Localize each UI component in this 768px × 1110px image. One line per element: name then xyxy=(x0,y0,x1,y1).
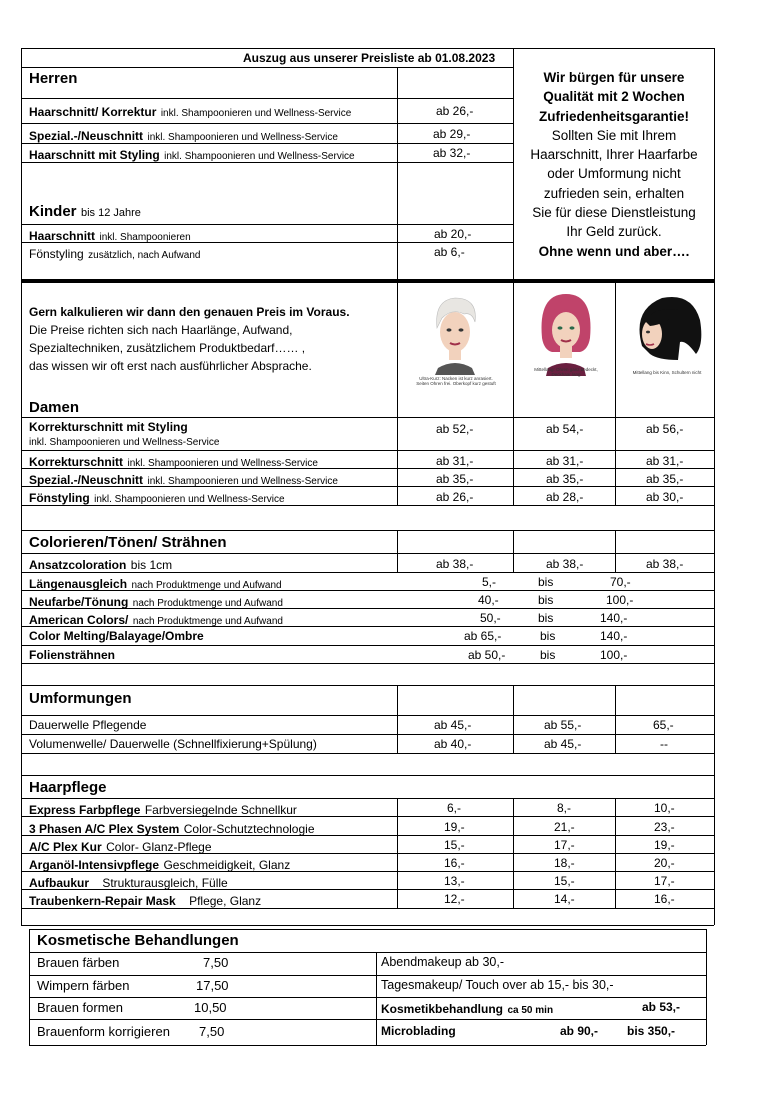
color-price-to: 100,- xyxy=(600,648,628,662)
damen-price-long: ab 56,- xyxy=(646,422,684,436)
color-price-from: ab 65,- xyxy=(464,629,502,643)
haarpflege-price-short: 16,- xyxy=(444,856,465,870)
color-row-name: Ansatzcoloration bis 1cm xyxy=(29,558,173,572)
damen-row-name: Spezial.-/Neuschnitt inkl. Shampoonieren und Wellness-Service xyxy=(29,473,338,487)
damen-price-long: ab 30,- xyxy=(646,490,684,504)
haarpflege-row-name: Arganöl-Intensivpflege Geschmeidigkeit, Glanz xyxy=(29,858,291,872)
color-row-name: American Colors/ nach Produktmenge und Aufwand xyxy=(29,613,283,627)
haarpflege-row-name: A/C Plex Kur Color- Glanz-Pflege xyxy=(29,840,212,854)
kosmetik-right-price-from: ab 90,- xyxy=(560,1024,599,1038)
damen-price-short: ab 31,- xyxy=(436,454,474,468)
damen-price-short: ab 52,- xyxy=(436,422,474,436)
section-title-umformungen: Umformungen xyxy=(29,690,132,707)
guarantee-line: zufrieden sein, erhalten xyxy=(543,185,685,201)
haarpflege-price-short: 19,- xyxy=(444,820,465,834)
color-row-name: Color Melting/Balayage/Ombre xyxy=(29,629,204,643)
kosmetik-left-price: 7,50 xyxy=(203,955,229,970)
haarpflege-row-name: 3 Phasen A/C Plex System Color-Schutztechnologie xyxy=(29,822,315,836)
umformung-price-short: ab 45,- xyxy=(434,718,472,732)
intro-line: das wissen wir oft erst nach ausführlicher Absprache. xyxy=(29,359,312,373)
kinder-row-name: Haarschnitt inkl. Shampoonieren xyxy=(29,229,191,243)
herren-row-name: Spezial.-/Neuschnitt inkl. Shampoonieren und Wellness-Service xyxy=(29,129,338,143)
herren-row-price: ab 32,- xyxy=(433,146,471,160)
umformung-price-long: 65,- xyxy=(653,718,674,732)
damen-row-name: Korrekturschnitt inkl. Shampoonieren und Wellness-Service xyxy=(29,455,318,469)
kosmetik-left-price: 10,50 xyxy=(194,1000,227,1015)
kinder-row-name: Fönstyling zusätzlich, nach Aufwand xyxy=(29,247,201,261)
color-price-to: 140,- xyxy=(600,611,628,625)
kosmetik-right-item: Abendmakeup ab 30,- xyxy=(381,955,505,969)
hairstyle-medium-caption: Mittellang: Ohren ganz bedeckt, Deckhaar lang xyxy=(534,367,598,377)
guarantee-heading-3: Zufriedenheitsgarantie! xyxy=(538,108,690,124)
haarpflege-price-medium: 17,- xyxy=(554,838,575,852)
guarantee-line: oder Umformung nicht xyxy=(547,166,681,182)
haarpflege-row-name: Traubenkern-Repair Mask Pflege, Glanz xyxy=(29,894,262,908)
kosmetik-right-item: Microblading xyxy=(381,1024,456,1038)
damen-price-long: ab 31,- xyxy=(646,454,684,468)
color-price-medium: ab 38,- xyxy=(546,557,584,571)
section-title-colorieren: Colorieren/Tönen/ Strähnen xyxy=(29,534,227,551)
color-price-from: 40,- xyxy=(478,593,499,607)
color-price-from: ab 50,- xyxy=(468,648,506,662)
hairstyle-bob-image xyxy=(628,290,706,370)
umformung-row-name: Volumenwelle/ Dauerwelle (Schnellfixierung+Spülung) xyxy=(29,737,317,751)
color-price-short: ab 38,- xyxy=(436,557,474,571)
color-price-bis: bis xyxy=(540,629,556,643)
haarpflege-price-long: 10,- xyxy=(654,801,675,815)
umformung-price-medium: ab 45,- xyxy=(544,737,582,751)
section-title-kinder: Kinder bis 12 Jahre xyxy=(29,203,141,220)
herren-row-name: Haarschnitt mit Styling inkl. Shampoonieren und Wellness-Service xyxy=(29,148,355,162)
haarpflege-price-long: 17,- xyxy=(654,874,675,888)
hairstyle-short-image xyxy=(420,290,490,375)
intro-text xyxy=(29,303,350,375)
haarpflege-price-short: 6,- xyxy=(447,801,462,815)
haarpflege-row-name: Aufbaukur Strukturausgleich, Fülle xyxy=(29,876,228,890)
damen-row-name: Korrekturschnitt mit Styling xyxy=(29,420,188,434)
damen-row-name: Fönstyling inkl. Shampoonieren und Wellness-Service xyxy=(29,491,285,505)
color-price-from: 5,- xyxy=(482,575,497,589)
haarpflege-price-long: 20,- xyxy=(654,856,675,870)
herren-row-price: ab 29,- xyxy=(433,127,471,141)
color-row-name: Neufarbe/Tönung nach Produktmenge und Aufwand xyxy=(29,595,283,609)
section-title-damen: Damen xyxy=(29,399,80,416)
kosmetik-left-price: 17,50 xyxy=(196,978,229,993)
intro-line: Die Preise richten sich nach Haarlänge, Aufwand, xyxy=(29,323,293,337)
umformung-price-short: ab 40,- xyxy=(434,737,472,751)
kosmetik-left-name: Wimpern färben xyxy=(37,978,130,993)
price-list-title: Auszug aus unserer Preisliste ab 01.08.2023 xyxy=(243,51,496,65)
color-price-to: 140,- xyxy=(600,629,628,643)
damen-price-medium: ab 31,- xyxy=(546,454,584,468)
section-title-kosmetik: Kosmetische Behandlungen xyxy=(37,932,239,949)
herren-row-price: ab 26,- xyxy=(436,104,474,118)
kinder-row-price: ab 20,- xyxy=(434,227,472,241)
color-price-to: 100,- xyxy=(606,593,634,607)
haarpflege-price-short: 13,- xyxy=(444,874,465,888)
section-title-haarpflege: Haarpflege xyxy=(29,779,107,796)
umformung-price-medium: ab 55,- xyxy=(544,718,582,732)
section-title-herren: Herren xyxy=(29,70,78,87)
hairstyle-medium-image xyxy=(532,288,600,376)
color-price-bis: bis xyxy=(538,593,554,607)
kosmetik-right-price: ab 53,- xyxy=(642,1000,681,1014)
color-price-from: 50,- xyxy=(480,611,501,625)
umformung-row-name: Dauerwelle Pflegende xyxy=(29,718,147,732)
damen-price-medium: ab 35,- xyxy=(546,472,584,486)
color-row-name: Längenausgleich nach Produktmenge und Aufwand xyxy=(29,577,282,591)
herren-row-name: Haarschnitt/ Korrektur inkl. Shampoonieren und Wellness-Service xyxy=(29,105,352,119)
kosmetik-left-name: Brauenform korrigieren xyxy=(37,1024,170,1039)
haarpflege-price-medium: 15,- xyxy=(554,874,575,888)
hairstyle-short-caption: Ultra-Kurz: Nacken ist kurz anrasiert. Seiten Ohren frei. Oberkopf kurz gestuft xyxy=(416,376,496,386)
damen-price-medium: ab 54,- xyxy=(546,422,584,436)
kosmetik-left-name: Brauen färben xyxy=(37,955,120,970)
guarantee-heading-2: Qualität mit 2 Wochen xyxy=(543,89,685,105)
kosmetik-left-price: 7,50 xyxy=(199,1024,225,1039)
color-price-long: ab 38,- xyxy=(646,557,684,571)
haarpflege-price-long: 19,- xyxy=(654,838,675,852)
kosmetik-right-item: Tagesmakeup/ Touch over ab 15,- bis 30,- xyxy=(381,978,614,992)
haarpflege-price-medium: 21,- xyxy=(554,820,575,834)
damen-price-short: ab 26,- xyxy=(436,490,474,504)
guarantee-block xyxy=(514,68,714,261)
haarpflege-row-name: Express Farbpflege Farbversiegelnde Schnellkur xyxy=(29,803,297,817)
kosmetik-right-price-to: bis 350,- xyxy=(627,1024,676,1038)
kosmetik-left-name: Brauen formen xyxy=(37,1000,123,1015)
haarpflege-price-short: 12,- xyxy=(444,892,465,906)
hairstyle-bob-caption: Mittellang bis Kinn, Schultern nicht xyxy=(632,370,702,375)
umformung-price-long: -- xyxy=(660,737,668,751)
haarpflege-price-long: 16,- xyxy=(654,892,675,906)
guarantee-closing: Ohne wenn und aber…. xyxy=(538,243,690,259)
intro-line: Spezialtechniken, zusätzlichem Produktbedarf…… , xyxy=(29,341,306,355)
guarantee-heading-1: Wir bürgen für unsere xyxy=(543,70,685,85)
kinder-row-price: ab 6,- xyxy=(434,245,465,259)
haarpflege-price-medium: 18,- xyxy=(554,856,575,870)
haarpflege-price-medium: 8,- xyxy=(557,801,572,815)
damen-price-long: ab 35,- xyxy=(646,472,684,486)
color-price-bis: bis xyxy=(538,575,554,589)
color-price-to: 70,- xyxy=(610,575,631,589)
guarantee-line: Ihr Geld zurück. xyxy=(566,224,662,240)
color-price-bis: bis xyxy=(540,648,556,662)
damen-price-short: ab 35,- xyxy=(436,472,474,486)
kosmetik-right-item: Kosmetikbehandlung ca 50 min xyxy=(381,1002,554,1016)
color-row-name: Foliensträhnen xyxy=(29,648,116,662)
haarpflege-price-short: 15,- xyxy=(444,838,465,852)
haarpflege-price-medium: 14,- xyxy=(554,892,575,906)
damen-row-note: inkl. Shampoonieren und Wellness-Service xyxy=(29,437,220,448)
color-price-bis: bis xyxy=(538,611,554,625)
guarantee-line: Haarschnitt, Ihrer Haarfarbe xyxy=(530,147,698,163)
guarantee-line: Sie für diese Dienstleistung xyxy=(532,205,696,221)
damen-price-medium: ab 28,- xyxy=(546,490,584,504)
guarantee-line: Sollten Sie mit Ihrem xyxy=(551,127,677,143)
haarpflege-price-long: 23,- xyxy=(654,820,675,834)
intro-heading: Gern kalkulieren wir dann den genauen Preis im Voraus. xyxy=(29,305,350,319)
